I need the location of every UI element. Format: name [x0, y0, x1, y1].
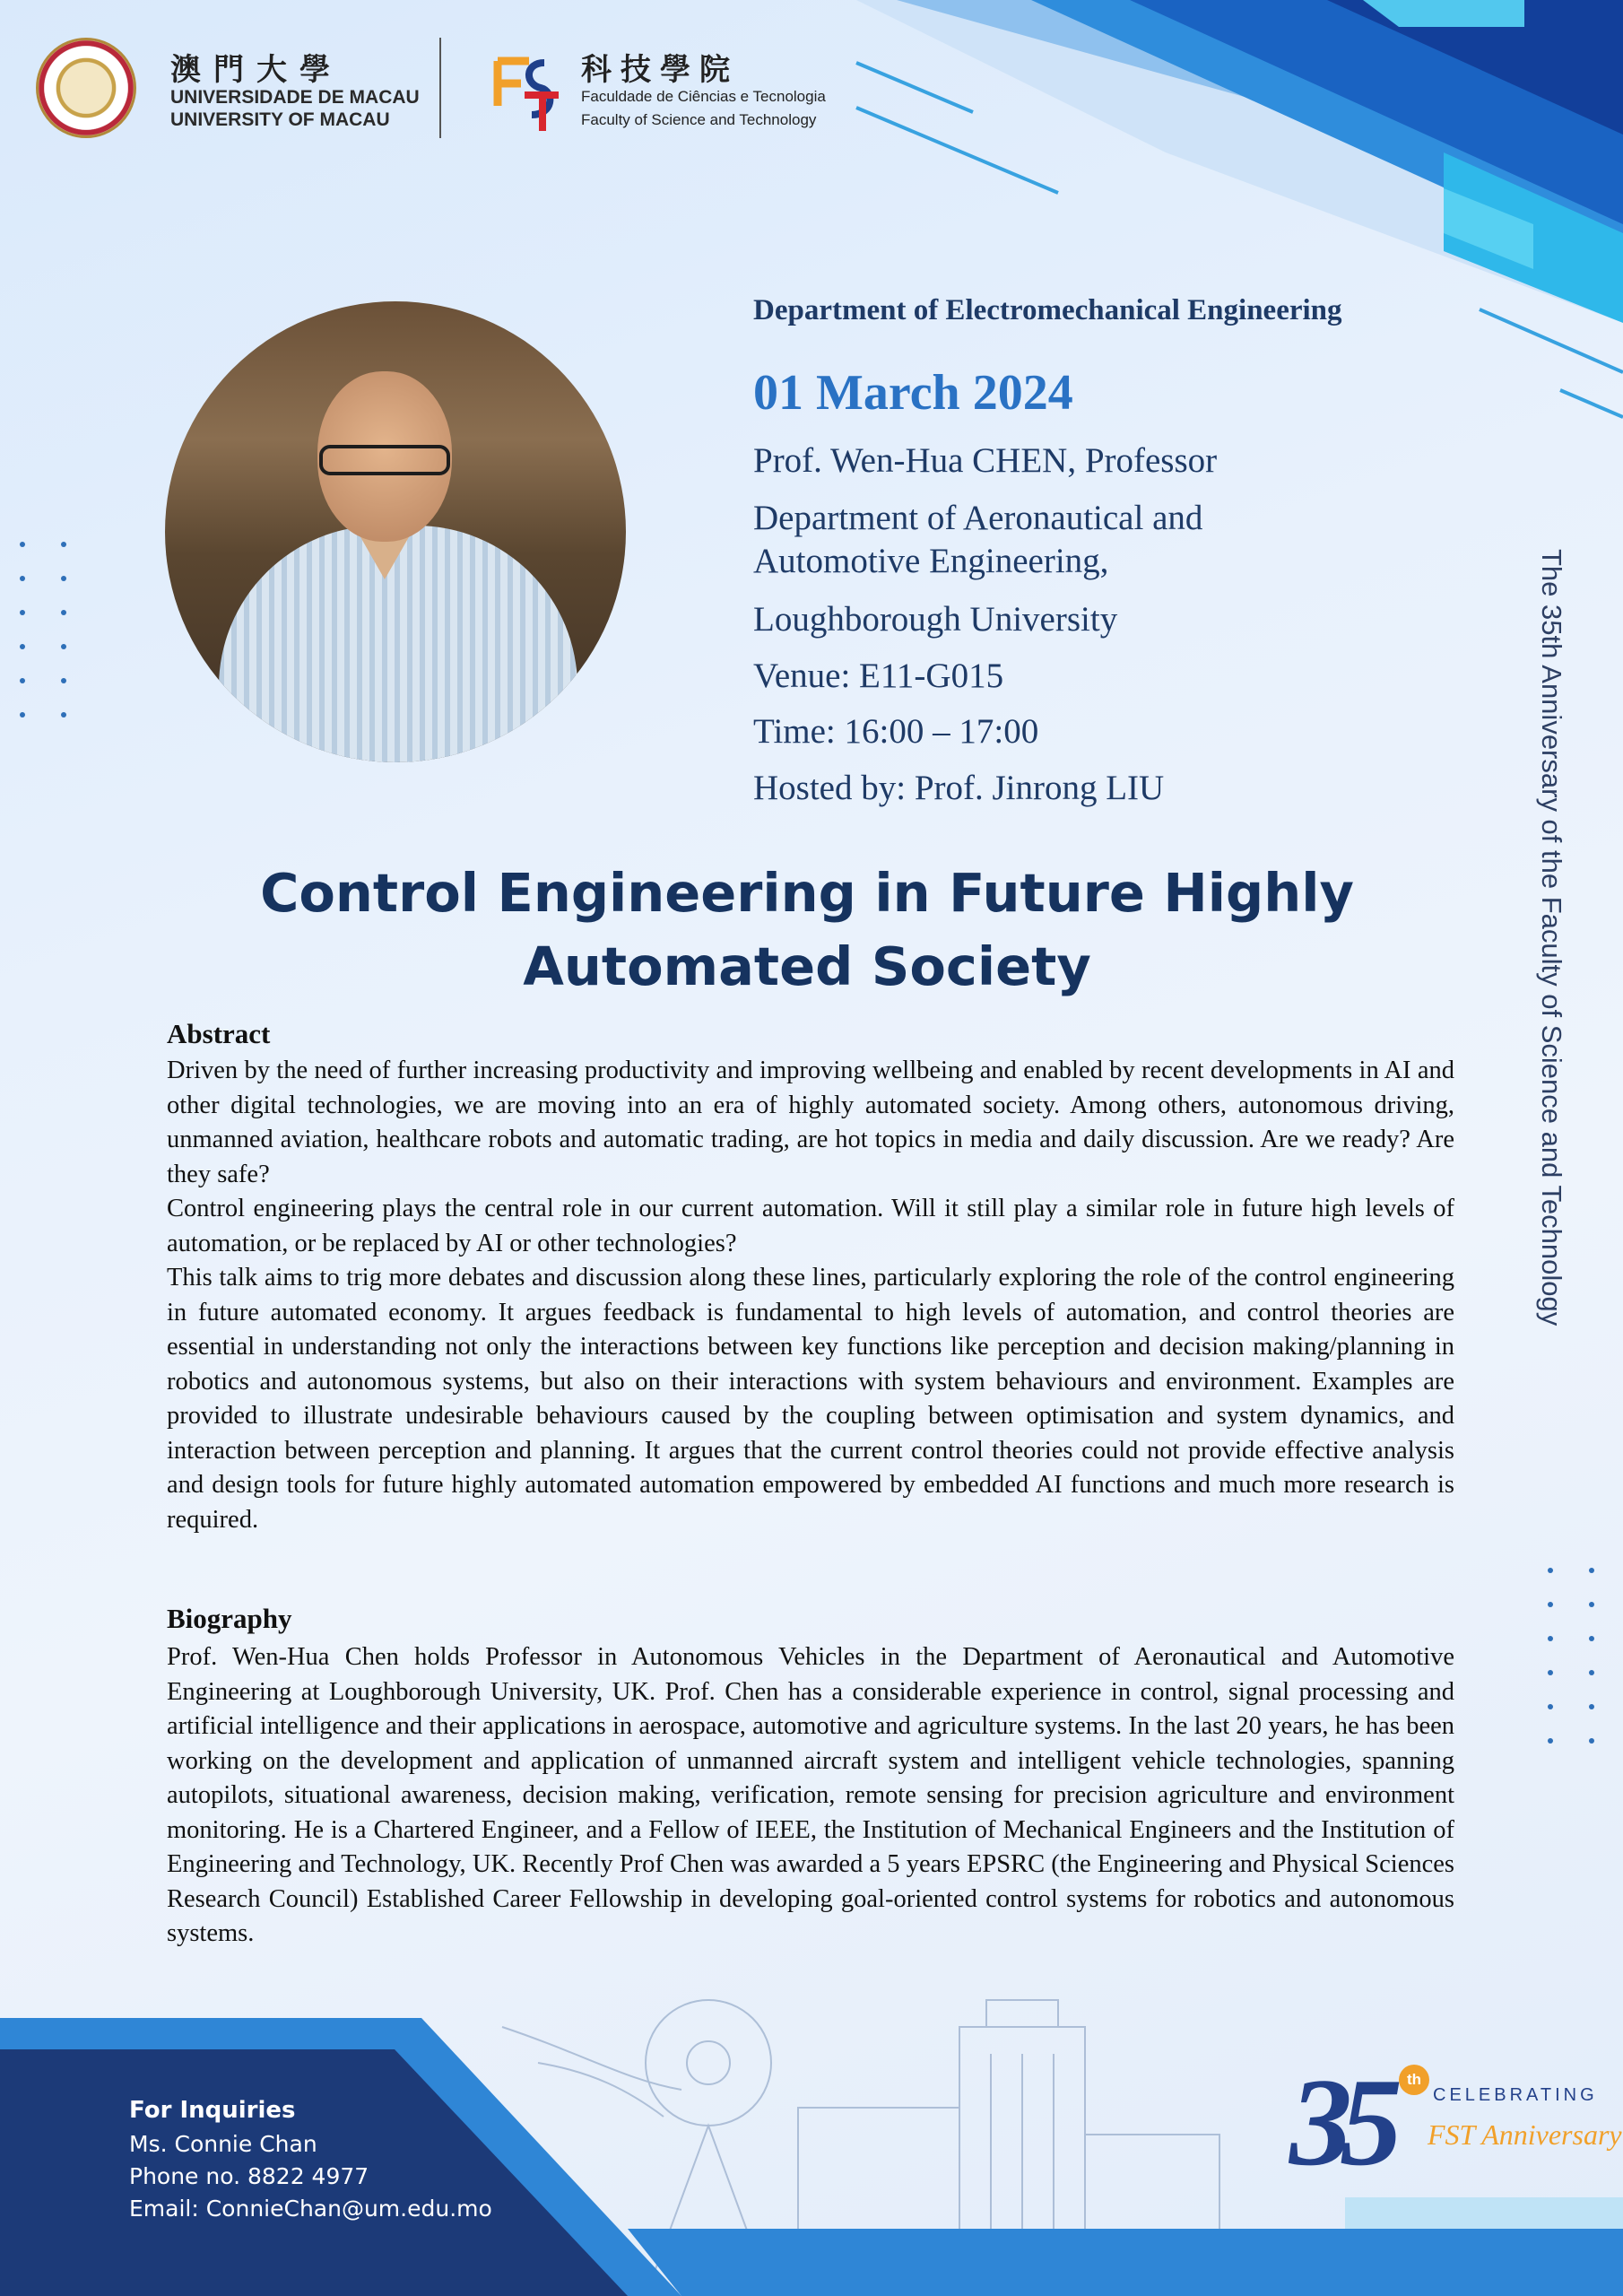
anniversary-number: 35 [1289, 2053, 1390, 2192]
um-chinese-name: 澳門大學 [170, 52, 343, 88]
event-time: Time: 16:00 – 17:00 [753, 712, 1039, 751]
event-venue: Venue: E11-G015 [753, 657, 1004, 695]
speaker-affiliation-line3: Loughborough University [753, 600, 1118, 639]
fst-portuguese-name: Faculdade de Ciências e Tecnologia [581, 88, 826, 105]
anniversary-suffix: th [1399, 2065, 1429, 2095]
logo-divider [439, 38, 441, 138]
talk-title-line2: Automated Society [523, 935, 1091, 997]
event-host: Hosted by: Prof. Jinrong LIU [753, 769, 1165, 807]
talk-title-line1: Control Engineering in Future Highly [260, 862, 1354, 924]
decorative-dots-right [1548, 1568, 1596, 1744]
fst-chinese-name: 科技學院 [581, 52, 739, 88]
speaker-affiliation-line2: Automotive Engineering, [753, 542, 1109, 580]
biography-text: Prof. Wen-Hua Chen holds Professor in Autonomous Vehicles in the Department of Aeronautical and Automotive Engineering at Loughborough University, UK. Prof. Chen has a considerable experience in control, signal processing and artificial intelligence and their applications in aerospace, automotive and agriculture systems. In the last 20 years, he has been working on the development and application of unmanned aircraft system and intelligent vehicle technologies, spanning autopilots, situational awareness, decision making, verification, remote sensing for precision agriculture and environment monitoring. He is a Chartered Engineer, and a Fellow of IEEE, the Institution of Mechanical Engineers and the Institution of Engineering and Technology, UK. Recently Prof Chen was awarded a 5 years EPSRC (the Engineering and Physical Sciences Research Council) Established Career Fellowship in developing goal-oriented control systems for robotics and autonomous systems. [167, 1643, 1454, 1947]
fst-anniversary-label: FST Anniversary [1428, 2118, 1622, 2151]
um-english-name: UNIVERSITY OF MACAU [170, 109, 390, 130]
abstract-paragraph: Control engineering plays the central role in our current automation. Will it still play a similar role in future high levels of automation, or be replaced by AI or other technologies? [167, 1195, 1454, 1257]
anniversary-side-text: The 35th Anniversary of the Faculty of Science and Technology [1536, 549, 1567, 1326]
speaker-affiliation-line1: Department of Aeronautical and [753, 499, 1203, 537]
abstract-paragraph: This talk aims to trig more debates and discussion along these lines, particularly exploring the role of the control engineering in future automated economy. It argues feedback is fundamental to high levels of automation, and control theories are essential in understanding not only the interactions between key functions like perception and decision making/planning in robotics and autonomous systems, but also on their interactions with system behaviours and environment. Examples are provided to illustrate undesirable behaviours caused by the coupling between optimisation and system dynamics, and interaction between perception and planning. It argues that the current control theories could not provide effective analysis and design tools for future highly automated automation empowered by embedded AI functions and much more research is required. [167, 1264, 1454, 1534]
contact-name: Ms. Connie Chan [129, 2131, 317, 2157]
university-seal-icon [36, 38, 136, 138]
abstract-body [167, 1054, 1454, 1537]
host-department: Department of Electromechanical Engineering [753, 294, 1342, 326]
contact-phone: Phone no. 8822 4977 [129, 2163, 369, 2189]
abstract-heading: Abstract [167, 1018, 271, 1049]
fst-english-name: Faculty of Science and Technology [581, 111, 817, 128]
abstract-paragraph: Driven by the need of further increasing productivity and improving wellbeing and enabled by recent developments in AI and other digital technologies, we are moving into an era of highly automated society. Among others, autonomous driving, unmanned aviation, healthcare robots and automatic trading, are hot topics in media and daily discussion. Are we ready? Are they safe? [167, 1057, 1454, 1188]
decorative-dots-left [20, 542, 68, 718]
inquiries-heading: For Inquiries [129, 2097, 296, 2124]
speaker-name: Prof. Wen-Hua CHEN, Professor [753, 441, 1218, 480]
event-date: 01 March 2024 [753, 365, 1073, 421]
contact-email: Email: ConnieChan@um.edu.mo [129, 2196, 492, 2222]
celebrating-label: CELEBRATING [1433, 2085, 1598, 2105]
fst-logo-icon [489, 43, 560, 133]
um-portuguese-name: UNIVERSIDADE DE MACAU [170, 87, 420, 108]
biography-heading: Biography [167, 1603, 292, 1634]
speaker-photo [165, 301, 626, 762]
talk-title [224, 857, 1390, 1004]
